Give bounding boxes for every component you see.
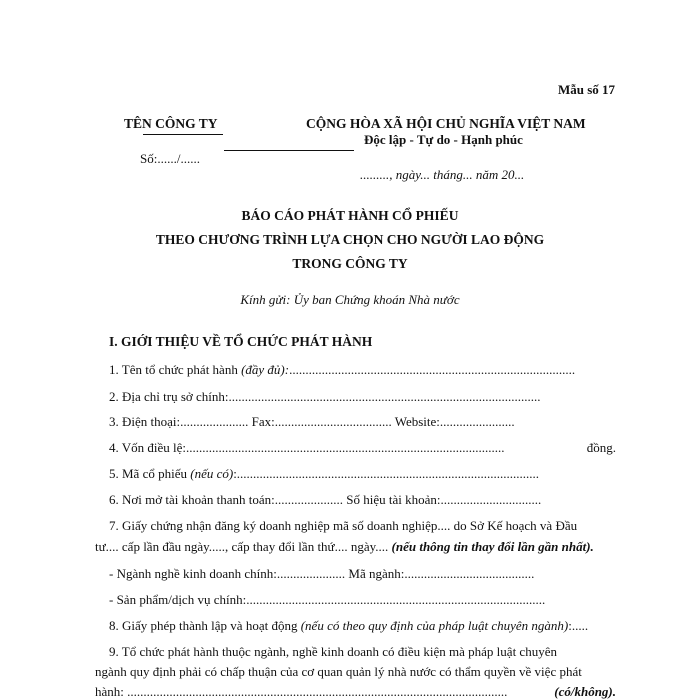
national-motto: Độc lập - Tự do - Hạnh phúc [364, 132, 523, 147]
item7-line1: 7. Giấy chứng nhận đăng ký doanh nghiệp mã số doanh nghiệp.... do Sở Kế hoạch và Đầu [109, 518, 578, 533]
item7-line2-text: tư.... cấp lần đầu ngày....., cấp thay đổi lần thứ.... ngày.... [95, 539, 392, 554]
item7-line2 [95, 539, 616, 555]
item5-note: (nếu có) [190, 466, 234, 481]
recipient: Kính gửi: Ủy ban Chứng khoán Nhà nước [240, 292, 460, 307]
item8-label: 8. Giấy phép thành lập và hoạt động [109, 618, 301, 633]
item9-line1: 9. Tổ chức phát hành thuộc ngành, nghề kinh doanh có điều kiện mà pháp luật chuyên [109, 644, 557, 659]
company-underline [143, 134, 223, 135]
form-number: Mẫu số 17 [558, 82, 616, 97]
report-title-line1: BÁO CÁO PHÁT HÀNH CỔ PHIẾU [241, 208, 459, 223]
item7-business-lines: - Ngành nghề kinh doanh chính:..................... Mã ngành:........................................ [109, 566, 535, 581]
item8-dots: :..... [568, 618, 589, 633]
item8-license [109, 618, 616, 634]
item3-phone-fax-website: 3. Điện thoại:..................... Fax:.................................... Website:....................... [109, 414, 515, 429]
item5-dots: :............................................................................................. [233, 466, 540, 481]
nation-heading: CỘNG HÒA XÃ HỘI CHỦ NGHĨA VIỆT NAM [306, 116, 586, 131]
item5-stock-code [109, 466, 616, 482]
report-title-line3: TRONG CÔNG TY [292, 256, 408, 271]
date-line: ........., ngày... tháng... năm 20... [360, 167, 525, 182]
item5-label: 5. Mã cổ phiếu [109, 466, 191, 481]
item7-note: (nếu thông tin thay đổi lần gần nhất). [391, 539, 594, 554]
company-name: TÊN CÔNG TY [124, 116, 218, 131]
section1-heading: I. GIỚI THIỆU VỀ TỔ CHỨC PHÁT HÀNH [109, 334, 373, 349]
item6-bank-account: 6. Nơi mở tài khoản thanh toán:..................... Số hiệu tài khoản:............................... [109, 492, 542, 507]
item4-label: 4. Vốn điều lệ:.................................................................................................. [109, 440, 505, 455]
item9-line3-text: hành: ..................................................................................................................... [95, 684, 508, 699]
item8-note: (nếu có theo quy định của pháp luật chuyên ngành) [300, 618, 569, 633]
motto-underline [224, 150, 354, 151]
item1-issuer-name [109, 362, 616, 378]
item9-line2: ngành quy định phải có chấp thuận của cơ quan quản lý nhà nước có thẩm quyền về việc phát [95, 664, 582, 679]
item7-products: - Sản phẩm/dịch vụ chính:............................................................................................ [109, 592, 546, 607]
item1-note: (đầy đủ): [241, 362, 290, 377]
report-title-line2: THEO CHƯƠNG TRÌNH LỰA CHỌN CHO NGƯỜI LAO ĐỘNG [155, 232, 545, 247]
item4-charter-capital [109, 440, 616, 456]
item1-dots: ........................................................................................ [289, 362, 576, 377]
item9-line3 [95, 684, 616, 700]
item4-unit: đồng. [586, 440, 616, 455]
document-number: Số:....../...... [140, 151, 200, 166]
item2-address: 2. Địa chỉ trụ sở chính:................................................................................................ [109, 389, 541, 404]
item1-label: 1. Tên tổ chức phát hành [109, 362, 242, 377]
item9-note: (có/không). [554, 684, 616, 699]
